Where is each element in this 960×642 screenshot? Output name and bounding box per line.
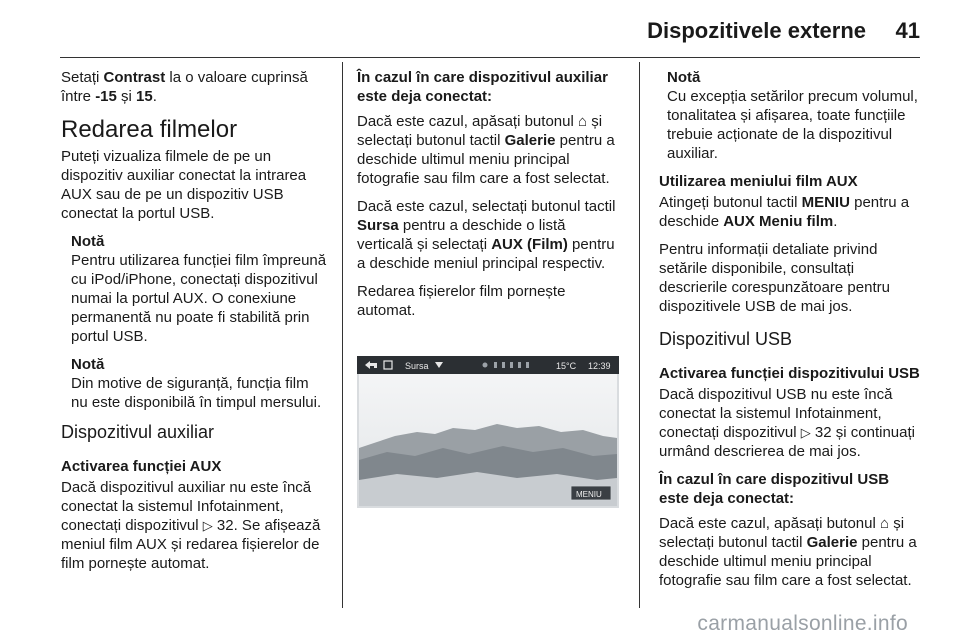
home-icon: ⌂ [577, 113, 588, 130]
usb-home-paragraph: Dacă este cazul, apăsați butonul ⌂ și selectați butonul tactil Galerie pentru a deschide ultimul meniu principal fotografie sau film care a fost selectat. [659, 515, 917, 589]
contrast-paragraph: Setați Contrast la o valoare cuprinsă între -15 și 15. [61, 69, 308, 105]
column-divider-1 [342, 62, 343, 608]
column-2 [357, 68, 623, 508]
page-ref-arrow-icon: ▷ [202, 518, 213, 533]
subheading-aux-menu: Utilizarea meniului film AUX [659, 173, 858, 190]
note-text: Pentru utilizarea funcției film împreună cu iPod/iPhone, conectați dispozitivul numai la portul AUX. O conexiune permanentă nu poate fi stabilită prin portul USB. [71, 252, 327, 345]
usb-paragraph: Dacă dispozitivul USB nu este încă conectat la sistemul Infotainment, conectați dispozitivul ▷ 32 și continuați urmând descrierea de mai jos. [659, 386, 915, 460]
header-rule [60, 57, 920, 58]
video-intro-paragraph: Puteți vizualiza filmele de pe un dispozitiv auxiliar conectat la intrarea AUX sau de pe un dispozitiv USB conectat la portul USB. [61, 148, 307, 222]
heading-usb-device: Dispozitivul USB [659, 329, 793, 349]
screen-menu-label: MENIU [576, 490, 602, 499]
info-paragraph: Pentru informații detaliate privind setările disponibile, consultați descrierile corespunzătoare pentru dispozitivele USB de mai jos. [659, 241, 890, 315]
screen-time: 12:39 [588, 361, 611, 371]
note-title: Notă [71, 356, 105, 373]
column-3 [659, 68, 921, 599]
note-text: Cu excepția setărilor precum volumul, tonalitatea și afișarea, toate funcțiile trebuie acționate de la dispozitivul auxiliar. [667, 88, 918, 162]
subheading-aux-connected: În cazul în care dispozitivul auxiliar este deja conectat: [357, 69, 608, 105]
note-text: Din motive de siguranță, funcția film nu este disponibilă în timpul mersului. [71, 375, 322, 411]
watermark: carmanualsonline.info [697, 612, 908, 635]
column-1 [61, 68, 329, 582]
aux-paragraph: Dacă dispozitivul auxiliar nu este încă conectat la sistemul Infotainment, conectați dispozitivul ▷ 32. Se afișează meniul film AUX și redarea fișierelor de film pornește automat. [61, 479, 321, 572]
column-divider-2 [639, 62, 640, 608]
note-functions [667, 68, 921, 163]
page-ref-arrow-icon: ▷ [800, 425, 811, 440]
heading-video-playback: Redarea filmelor [61, 116, 238, 143]
note-ipod [71, 232, 329, 346]
page-number: 41 [895, 18, 920, 43]
note-title: Notă [71, 233, 105, 250]
menu-paragraph: Atingeți butonul tactil MENIU pentru a deschide AUX Meniu film. [659, 194, 910, 230]
note-title: Notă [667, 69, 701, 86]
heading-aux-device: Dispozitivul auxiliar [61, 422, 215, 442]
screen-temperature: 15°C [556, 361, 577, 371]
page-header-title: Dispozitivele externe [647, 18, 866, 43]
autoplay-paragraph: Redarea fișierelor film pornește automat. [357, 283, 566, 319]
note-safety [71, 355, 329, 412]
screen-source-label: Sursa [405, 361, 429, 371]
subheading-usb-connected: În cazul în care dispozitivul USB este deja conectat: [659, 471, 890, 507]
source-paragraph: Dacă este cazul, selectați butonul tactil Sursa pentru a deschide o listă verticală și selectați AUX (Film) pentru a deschide meniul principal respectiv. [357, 198, 616, 272]
subheading-activate-usb: Activarea funcției dispozitivului USB [659, 365, 920, 382]
home-button-paragraph: Dacă este cazul, apăsați butonul ⌂ și selectați butonul tactil Galerie pentru a deschide ultimul meniu principal fotografie sau film care a fost selectat. [357, 113, 615, 187]
home-icon: ⌂ [879, 515, 890, 532]
subheading-activate-aux: Activarea funcției AUX [61, 458, 222, 475]
infotainment-screen-illustration [357, 356, 619, 508]
screen-svg [357, 356, 619, 508]
